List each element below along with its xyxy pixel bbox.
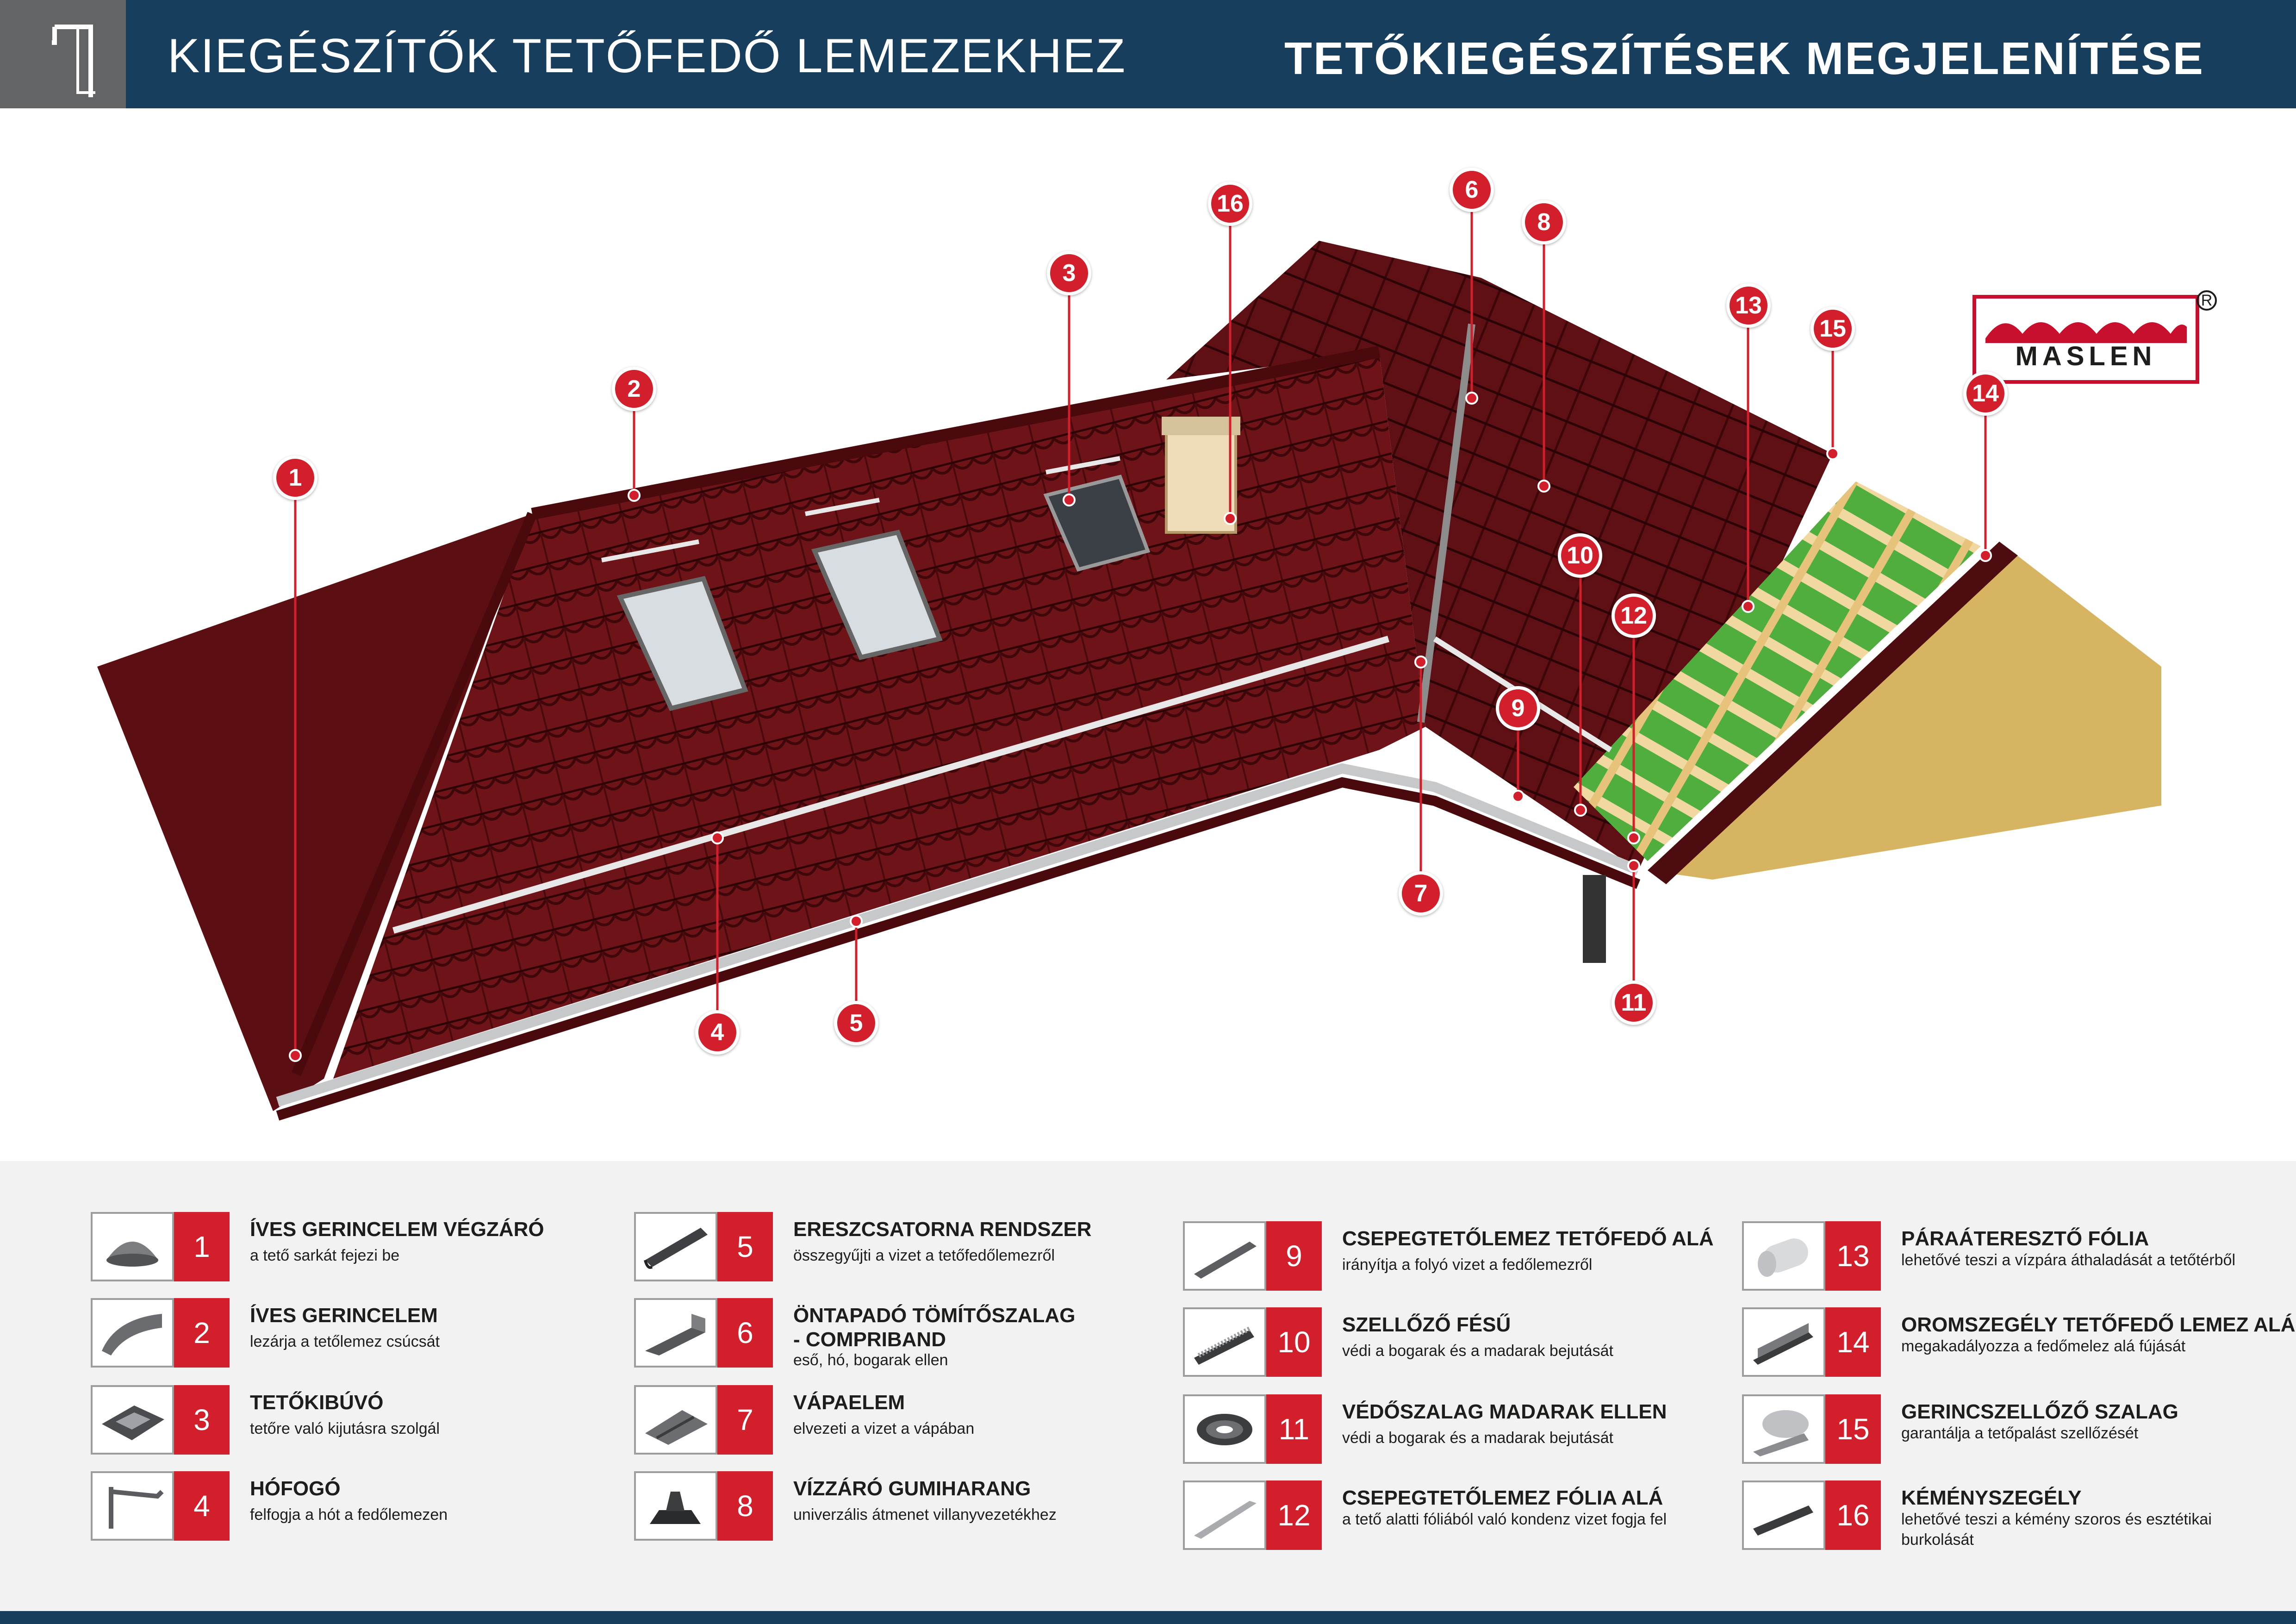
legend-item-8 [634, 1471, 1180, 1541]
legend-number: 16 [1825, 1480, 1881, 1550]
roof-hatch-icon [91, 1385, 174, 1455]
page-subtitle: TETŐKIEGÉSZÍTÉSEK MEGJELENÍTÉSE [1284, 33, 2204, 84]
legend-number: 9 [1266, 1221, 1322, 1291]
legend-description: felfogja a hót a fedőlemezen [250, 1506, 448, 1524]
legend-title: ÖNTAPADÓ TÖMÍTŐSZALAG - COMPRIBAND [793, 1304, 1076, 1351]
gutter-system-icon [634, 1212, 717, 1281]
chimney-flashing-icon [1742, 1480, 1825, 1550]
bird-guard-roll-icon [1183, 1394, 1266, 1464]
legend-number: 13 [1825, 1221, 1881, 1291]
page-title: KIEGÉSZÍTŐK TETŐFEDŐ LEMEZEKHEZ [168, 29, 1126, 83]
legend-title: TETŐKIBÚVÓ [250, 1391, 384, 1414]
legend-item-2 [91, 1298, 637, 1368]
legend-description: védi a bogarak és a madarak bejutását [1342, 1429, 1613, 1447]
vent-comb-icon [1183, 1307, 1266, 1377]
callout-12: 12 [1612, 593, 1656, 638]
legend-description: lezárja a tetőlemez csúcsát [250, 1333, 440, 1350]
legend-number: 1 [174, 1212, 230, 1281]
legend-item-4 [91, 1471, 637, 1541]
drip-edge-icon [1183, 1221, 1266, 1291]
registered-mark: R [2196, 290, 2217, 311]
legend-item-16 [1742, 1480, 2288, 1550]
callout-8: 8 [1522, 200, 1566, 244]
legend-item-14 [1742, 1307, 2296, 1377]
legend-description: elvezeti a vizet a vápában [793, 1420, 975, 1437]
legend-description: irányítja a folyó vizet a fedőlemezről [1342, 1256, 1593, 1274]
callout-4: 4 [695, 1010, 740, 1055]
footer-bar [0, 1611, 2296, 1624]
callout-10: 10 [1558, 533, 1602, 578]
legend-description: univerzális átmenet villanyvezetékhez [793, 1506, 1057, 1524]
legend-title: ÍVES GERINCELEM [250, 1304, 438, 1327]
callout-13: 13 [1726, 283, 1771, 328]
breathable-membrane-icon [1742, 1221, 1825, 1291]
legend-description: tetőre való kijutásra szolgál [250, 1420, 440, 1437]
legend-title: HÓFOGÓ [250, 1477, 341, 1500]
callout-15: 15 [1811, 306, 1855, 351]
legend-item-15 [1742, 1394, 2288, 1464]
snow-guard-icon [91, 1471, 174, 1541]
callout-2: 2 [612, 367, 656, 411]
rubber-collar-icon [634, 1471, 717, 1541]
legend-number: 10 [1266, 1307, 1322, 1377]
legend-description: lehetővé teszi a vízpára áthaladását a tetőtérből [1901, 1251, 2236, 1269]
legend-title: KÉMÉNYSZEGÉLY [1901, 1487, 2082, 1509]
callout-7: 7 [1399, 871, 1443, 916]
legend-item-5 [634, 1212, 1180, 1281]
legend-description: lehetővé teszi a kémény szoros és esztétikai burkolását [1901, 1511, 2212, 1549]
legend-description: összegyűjti a vizet a tetőfedőlemezről [793, 1247, 1055, 1264]
legend-number: 12 [1266, 1480, 1322, 1550]
legend-number: 11 [1266, 1394, 1322, 1464]
legend-title: VÍZZÁRÓ GUMIHARANG [793, 1477, 1031, 1500]
legend-number: 14 [1825, 1307, 1881, 1377]
legend-title: GERINCSZELLŐZŐ SZALAG [1901, 1400, 2178, 1423]
brand-name: MASLEN [2015, 341, 2157, 371]
valley-element-icon [634, 1385, 717, 1455]
legend-item-6 [634, 1298, 1180, 1368]
legend-item-9 [1183, 1221, 1729, 1291]
legend-item-10 [1183, 1307, 1729, 1377]
legend-item-1 [91, 1212, 637, 1281]
callout-3: 3 [1047, 251, 1091, 295]
header-logo-box [0, 0, 126, 108]
legend-title: CSEPEGTETŐLEMEZ TETŐFEDŐ ALÁ [1342, 1227, 1714, 1250]
legend-title: ÍVES GERINCELEM VÉGZÁRÓ [250, 1218, 544, 1241]
gable-trim-icon [1742, 1307, 1825, 1377]
legend-description: megakadályozza a fedőmelez alá fújását [1901, 1337, 2186, 1355]
foil-drip-edge-icon [1183, 1480, 1266, 1550]
legend-title: VÉDŐSZALAG MADARAK ELLEN [1342, 1400, 1667, 1423]
legend-number: 8 [717, 1471, 773, 1541]
legend-title: ERESZCSATORNA RENDSZER [793, 1218, 1092, 1241]
legend-number: 5 [717, 1212, 773, 1281]
callout-5: 5 [834, 1001, 878, 1045]
legend-number: 3 [174, 1385, 230, 1455]
legend-title: SZELLŐZŐ FÉSŰ [1342, 1313, 1511, 1336]
legend-item-3 [91, 1385, 637, 1455]
header-bar [0, 0, 2296, 108]
legend-title: CSEPEGTETŐLEMEZ FÓLIA ALÁ [1342, 1487, 1663, 1509]
legend-item-12 [1183, 1480, 1729, 1550]
legend-number: 15 [1825, 1394, 1881, 1464]
legend-title: PÁRAÁTERESZTŐ FÓLIA [1901, 1227, 2149, 1250]
legend-item-11 [1183, 1394, 1729, 1464]
curved-ridge-icon [91, 1298, 174, 1368]
legend-title: OROMSZEGÉLY TETŐFEDŐ LEMEZ ALÁ [1901, 1313, 2296, 1336]
ridge-end-cap-icon [91, 1212, 174, 1281]
legend-description: eső, hó, bogarak ellen [793, 1351, 948, 1369]
callout-9: 9 [1496, 686, 1540, 731]
legend-item-7 [634, 1385, 1180, 1455]
legend-number: 7 [717, 1385, 773, 1455]
callout-16: 16 [1208, 181, 1252, 226]
ridge-vent-roll-icon [1742, 1394, 1825, 1464]
sealing-tape-icon [634, 1298, 717, 1368]
legend-description: a tető alatti fóliából való kondenz vizet fogja fel [1342, 1511, 1667, 1528]
maslen-logo [1972, 292, 2213, 384]
callout-14: 14 [1963, 371, 2008, 416]
legend-description: védi a bogarak és a madarak bejutását [1342, 1342, 1613, 1360]
legend-description: garantálja a tetőpalást szellőzését [1901, 1424, 2139, 1442]
callout-11: 11 [1612, 981, 1656, 1025]
gutter-profile-icon [0, 0, 126, 108]
legend-description: a tető sarkát fejezi be [250, 1247, 400, 1264]
callout-6: 6 [1450, 168, 1494, 212]
legend-number: 6 [717, 1298, 773, 1368]
legend-title: VÁPAELEM [793, 1391, 905, 1414]
roof-illustration [0, 108, 2296, 1159]
callout-1: 1 [273, 456, 317, 500]
legend-number: 2 [174, 1298, 230, 1368]
legend-number: 4 [174, 1471, 230, 1541]
roof-diagram [0, 108, 2296, 1159]
legend-panel [0, 1161, 2296, 1611]
legend-item-13 [1742, 1221, 2288, 1291]
